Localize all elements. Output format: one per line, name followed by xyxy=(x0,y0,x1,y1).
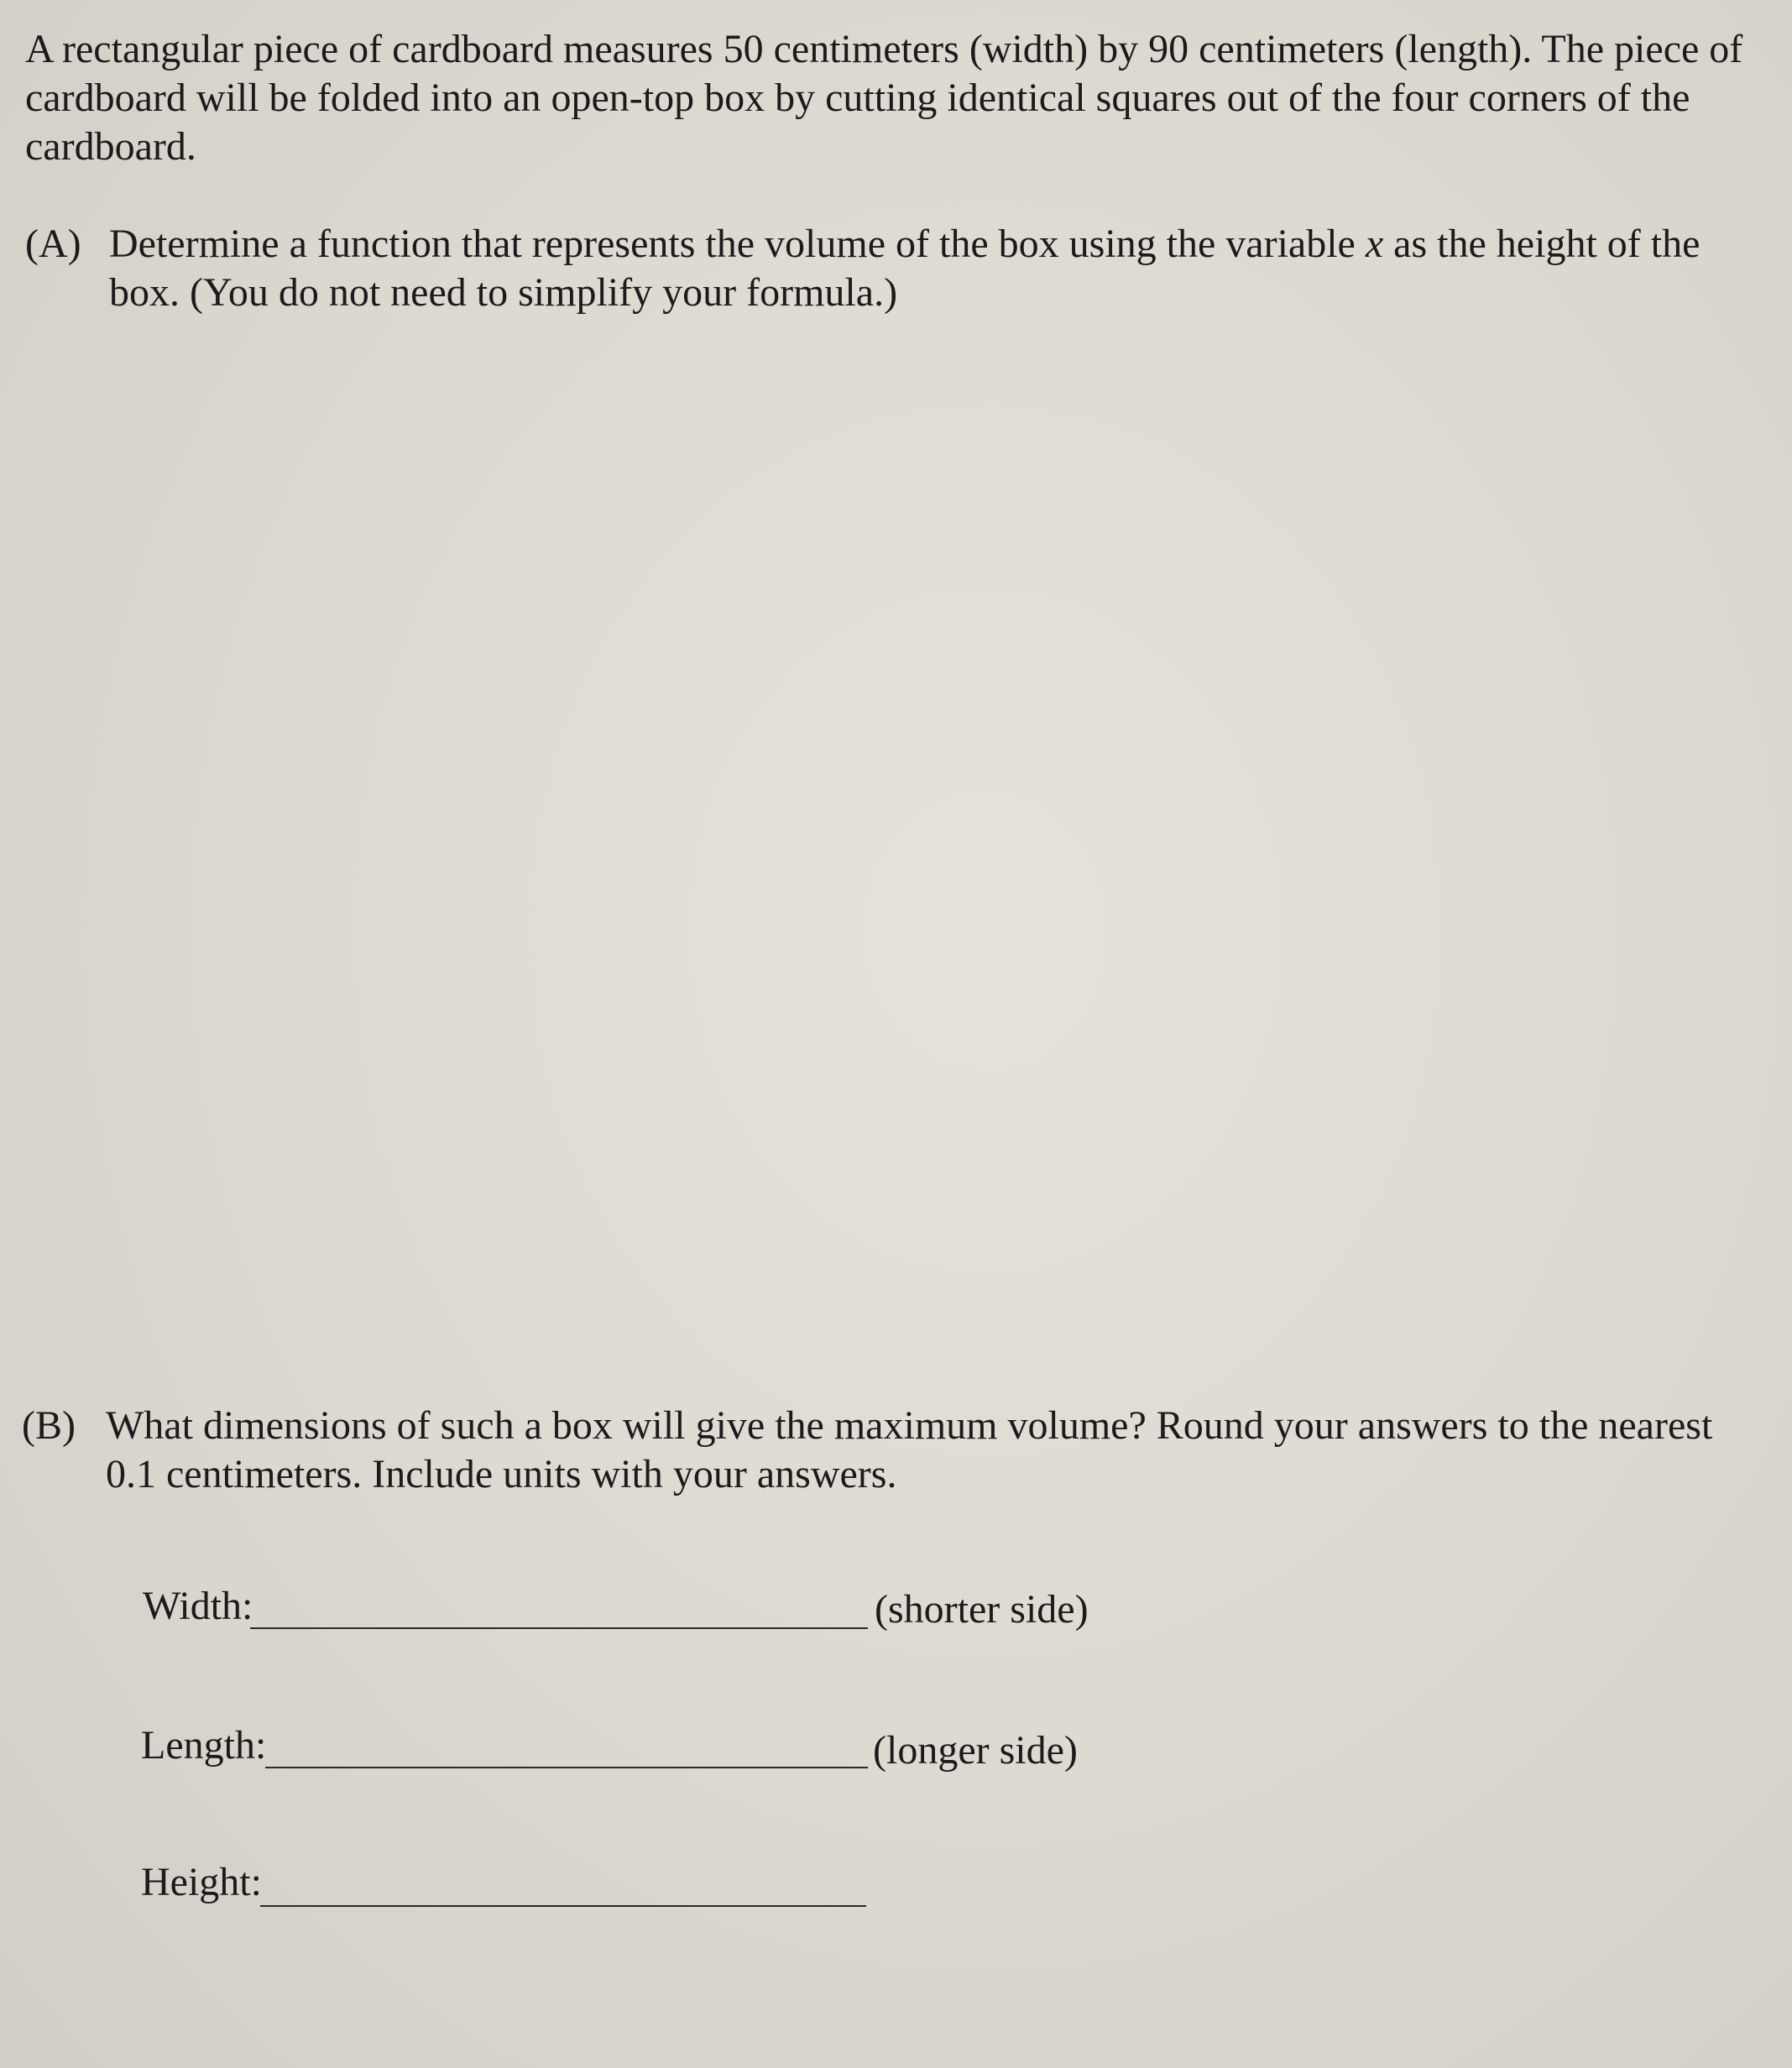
width-answer-row xyxy=(143,1582,1150,1641)
problem-intro: A rectangular piece of cardboard measures 50 centimeters (width) by 90 centimeters (length). The piece of cardboard will be folded into an open-top box by cutting identical squares out of the four corners of the cardboard. xyxy=(25,27,1743,169)
part-a-question xyxy=(109,220,1763,317)
part-a xyxy=(25,220,1771,329)
height-answer-row xyxy=(141,1858,1148,1917)
width-hint: (shorter side) xyxy=(875,1587,1089,1632)
part-a-label: (A) xyxy=(25,222,81,266)
width-label: Width: xyxy=(143,1584,253,1628)
part-a-text-before: Determine a function that represents the volume of the box using the variable xyxy=(109,222,1356,266)
length-answer-blank[interactable] xyxy=(265,1767,868,1768)
part-a-text-after: as the height of the box. (You do not need to simplify your formula.) xyxy=(109,222,1701,315)
part-a-variable: x xyxy=(1365,222,1384,266)
height-answer-blank[interactable] xyxy=(260,1905,866,1907)
height-label: Height: xyxy=(141,1860,262,1904)
length-label: Length: xyxy=(141,1723,267,1768)
length-hint: (longer side) xyxy=(873,1728,1078,1773)
length-answer-row xyxy=(141,1721,1148,1780)
part-b-label: (B) xyxy=(22,1403,76,1448)
part-b xyxy=(22,1402,1768,1511)
part-b-question: What dimensions of such a box will give the maximum volume? Round your answers to the nearest 0.1 centimeters. Include units with your answers. xyxy=(106,1403,1713,1496)
width-answer-blank[interactable] xyxy=(250,1627,868,1629)
